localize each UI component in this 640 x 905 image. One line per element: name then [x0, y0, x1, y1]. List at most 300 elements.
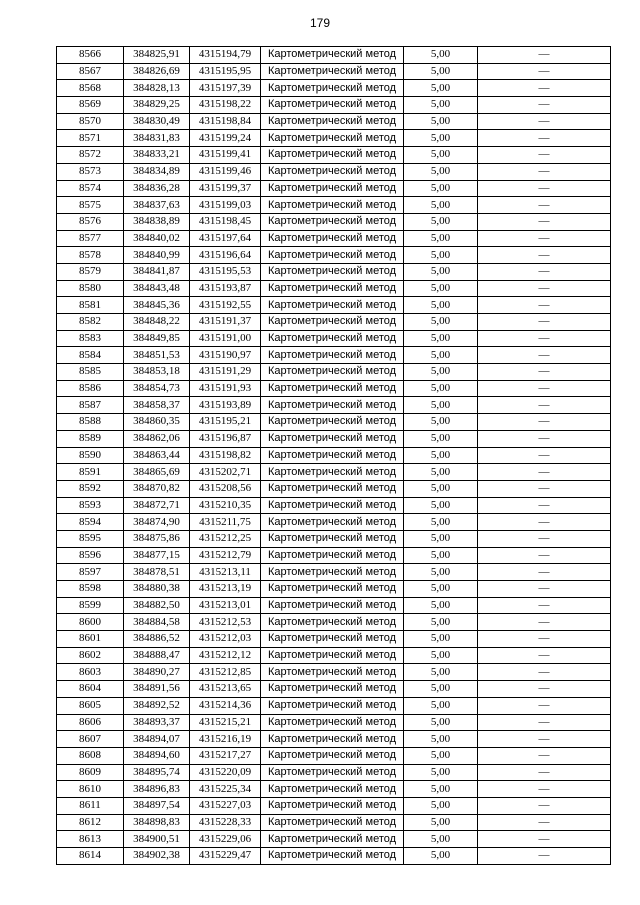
table-row [57, 97, 611, 114]
x-coordinate-cell: 384834,89 [124, 163, 190, 180]
description-cell: — [478, 130, 611, 147]
x-coordinate-cell: 384896,83 [124, 781, 190, 798]
y-coordinate-cell: 4315198,82 [190, 447, 261, 464]
method-cell: Картометрический метод [261, 631, 404, 648]
table-row [57, 364, 611, 381]
method-cell: Картометрический метод [261, 731, 404, 748]
accuracy-cell: 5,00 [404, 631, 478, 648]
y-coordinate-cell: 4315212,25 [190, 530, 261, 547]
x-coordinate-cell: 384897,54 [124, 797, 190, 814]
y-coordinate-cell: 4315212,53 [190, 614, 261, 631]
x-coordinate-cell: 384891,56 [124, 681, 190, 698]
x-coordinate-cell: 384833,21 [124, 147, 190, 164]
x-coordinate-cell: 384829,25 [124, 97, 190, 114]
table-row [57, 581, 611, 598]
description-cell: — [478, 330, 611, 347]
description-cell: — [478, 97, 611, 114]
y-coordinate-cell: 4315196,87 [190, 430, 261, 447]
y-coordinate-cell: 4315211,75 [190, 514, 261, 531]
description-cell: — [478, 80, 611, 97]
table-row [57, 47, 611, 64]
y-coordinate-cell: 4315213,65 [190, 681, 261, 698]
y-coordinate-cell: 4315212,79 [190, 547, 261, 564]
point-number-cell: 8607 [57, 731, 124, 748]
x-coordinate-cell: 384840,02 [124, 230, 190, 247]
point-number-cell: 8594 [57, 514, 124, 531]
x-coordinate-cell: 384886,52 [124, 631, 190, 648]
method-cell: Картометрический метод [261, 664, 404, 681]
description-cell: — [478, 180, 611, 197]
x-coordinate-cell: 384848,22 [124, 314, 190, 331]
description-cell: — [478, 397, 611, 414]
method-cell: Картометрический метод [261, 814, 404, 831]
point-number-cell: 8586 [57, 380, 124, 397]
x-coordinate-cell: 384828,13 [124, 80, 190, 97]
y-coordinate-cell: 4315190,97 [190, 347, 261, 364]
point-number-cell: 8580 [57, 280, 124, 297]
x-coordinate-cell: 384841,87 [124, 263, 190, 280]
description-cell: — [478, 564, 611, 581]
y-coordinate-cell: 4315198,84 [190, 113, 261, 130]
y-coordinate-cell: 4315191,00 [190, 330, 261, 347]
table-row [57, 480, 611, 497]
point-number-cell: 8600 [57, 614, 124, 631]
accuracy-cell: 5,00 [404, 814, 478, 831]
method-cell: Картометрический метод [261, 747, 404, 764]
accuracy-cell: 5,00 [404, 480, 478, 497]
accuracy-cell: 5,00 [404, 280, 478, 297]
table-row [57, 781, 611, 798]
method-cell: Картометрический метод [261, 147, 404, 164]
description-cell: — [478, 347, 611, 364]
accuracy-cell: 5,00 [404, 731, 478, 748]
point-number-cell: 8566 [57, 47, 124, 64]
description-cell: — [478, 547, 611, 564]
method-cell: Картометрический метод [261, 230, 404, 247]
method-cell: Картометрический метод [261, 714, 404, 731]
description-cell: — [478, 380, 611, 397]
description-cell: — [478, 497, 611, 514]
method-cell: Картометрический метод [261, 180, 404, 197]
table-row [57, 180, 611, 197]
description-cell: — [478, 797, 611, 814]
description-cell: — [478, 147, 611, 164]
method-cell: Картометрический метод [261, 297, 404, 314]
description-cell: — [478, 464, 611, 481]
accuracy-cell: 5,00 [404, 364, 478, 381]
table-row [57, 213, 611, 230]
point-number-cell: 8571 [57, 130, 124, 147]
y-coordinate-cell: 4315192,55 [190, 297, 261, 314]
y-coordinate-cell: 4315191,37 [190, 314, 261, 331]
method-cell: Картометрический метод [261, 163, 404, 180]
accuracy-cell: 5,00 [404, 297, 478, 314]
point-number-cell: 8585 [57, 364, 124, 381]
table-row [57, 280, 611, 297]
table-row [57, 697, 611, 714]
table-row [57, 80, 611, 97]
method-cell: Картометрический метод [261, 781, 404, 798]
method-cell: Картометрический метод [261, 464, 404, 481]
point-number-cell: 8577 [57, 230, 124, 247]
point-number-cell: 8591 [57, 464, 124, 481]
y-coordinate-cell: 4315199,03 [190, 197, 261, 214]
point-number-cell: 8573 [57, 163, 124, 180]
point-number-cell: 8570 [57, 113, 124, 130]
point-number-cell: 8593 [57, 497, 124, 514]
x-coordinate-cell: 384851,53 [124, 347, 190, 364]
table-row [57, 831, 611, 848]
accuracy-cell: 5,00 [404, 564, 478, 581]
y-coordinate-cell: 4315220,09 [190, 764, 261, 781]
y-coordinate-cell: 4315215,21 [190, 714, 261, 731]
x-coordinate-cell: 384830,49 [124, 113, 190, 130]
point-number-cell: 8569 [57, 97, 124, 114]
accuracy-cell: 5,00 [404, 163, 478, 180]
point-number-cell: 8592 [57, 480, 124, 497]
accuracy-cell: 5,00 [404, 80, 478, 97]
y-coordinate-cell: 4315212,85 [190, 664, 261, 681]
method-cell: Картометрический метод [261, 514, 404, 531]
y-coordinate-cell: 4315199,41 [190, 147, 261, 164]
x-coordinate-cell: 384826,69 [124, 63, 190, 80]
x-coordinate-cell: 384843,48 [124, 280, 190, 297]
accuracy-cell: 5,00 [404, 113, 478, 130]
accuracy-cell: 5,00 [404, 430, 478, 447]
accuracy-cell: 5,00 [404, 97, 478, 114]
method-cell: Картометрический метод [261, 530, 404, 547]
y-coordinate-cell: 4315197,64 [190, 230, 261, 247]
x-coordinate-cell: 384888,47 [124, 647, 190, 664]
accuracy-cell: 5,00 [404, 681, 478, 698]
description-cell: — [478, 814, 611, 831]
description-cell: — [478, 414, 611, 431]
accuracy-cell: 5,00 [404, 664, 478, 681]
accuracy-cell: 5,00 [404, 581, 478, 598]
accuracy-cell: 5,00 [404, 330, 478, 347]
description-cell: — [478, 714, 611, 731]
y-coordinate-cell: 4315195,21 [190, 414, 261, 431]
x-coordinate-cell: 384882,50 [124, 597, 190, 614]
method-cell: Картометрический метод [261, 414, 404, 431]
method-cell: Картометрический метод [261, 380, 404, 397]
method-cell: Картометрический метод [261, 447, 404, 464]
method-cell: Картометрический метод [261, 480, 404, 497]
point-number-cell: 8590 [57, 447, 124, 464]
x-coordinate-cell: 384900,51 [124, 831, 190, 848]
x-coordinate-cell: 384874,90 [124, 514, 190, 531]
accuracy-cell: 5,00 [404, 63, 478, 80]
method-cell: Картометрический метод [261, 113, 404, 130]
accuracy-cell: 5,00 [404, 147, 478, 164]
accuracy-cell: 5,00 [404, 380, 478, 397]
x-coordinate-cell: 384884,58 [124, 614, 190, 631]
x-coordinate-cell: 384893,37 [124, 714, 190, 731]
point-number-cell: 8602 [57, 647, 124, 664]
point-number-cell: 8572 [57, 147, 124, 164]
point-number-cell: 8610 [57, 781, 124, 798]
table-row [57, 297, 611, 314]
accuracy-cell: 5,00 [404, 197, 478, 214]
y-coordinate-cell: 4315195,95 [190, 63, 261, 80]
y-coordinate-cell: 4315193,87 [190, 280, 261, 297]
x-coordinate-cell: 384878,51 [124, 564, 190, 581]
accuracy-cell: 5,00 [404, 247, 478, 264]
x-coordinate-cell: 384837,63 [124, 197, 190, 214]
point-number-cell: 8606 [57, 714, 124, 731]
y-coordinate-cell: 4315229,47 [190, 848, 261, 865]
y-coordinate-cell: 4315212,03 [190, 631, 261, 648]
y-coordinate-cell: 4315198,45 [190, 213, 261, 230]
x-coordinate-cell: 384840,99 [124, 247, 190, 264]
point-number-cell: 8608 [57, 747, 124, 764]
point-number-cell: 8598 [57, 581, 124, 598]
method-cell: Картометрический метод [261, 597, 404, 614]
y-coordinate-cell: 4315225,34 [190, 781, 261, 798]
point-number-cell: 8613 [57, 831, 124, 848]
x-coordinate-cell: 384880,38 [124, 581, 190, 598]
table-row [57, 747, 611, 764]
method-cell: Картометрический метод [261, 547, 404, 564]
point-number-cell: 8567 [57, 63, 124, 80]
method-cell: Картометрический метод [261, 330, 404, 347]
accuracy-cell: 5,00 [404, 213, 478, 230]
x-coordinate-cell: 384870,82 [124, 480, 190, 497]
accuracy-cell: 5,00 [404, 263, 478, 280]
page-number: 179 [309, 16, 331, 30]
accuracy-cell: 5,00 [404, 397, 478, 414]
point-number-cell: 8609 [57, 764, 124, 781]
method-cell: Картометрический метод [261, 130, 404, 147]
accuracy-cell: 5,00 [404, 180, 478, 197]
description-cell: — [478, 197, 611, 214]
accuracy-cell: 5,00 [404, 714, 478, 731]
table-row [57, 530, 611, 547]
method-cell: Картометрический метод [261, 263, 404, 280]
point-number-cell: 8601 [57, 631, 124, 648]
y-coordinate-cell: 4315214,36 [190, 697, 261, 714]
x-coordinate-cell: 384845,36 [124, 297, 190, 314]
method-cell: Картометрический метод [261, 47, 404, 64]
y-coordinate-cell: 4315199,24 [190, 130, 261, 147]
x-coordinate-cell: 384875,86 [124, 530, 190, 547]
table-row [57, 681, 611, 698]
description-cell: — [478, 664, 611, 681]
method-cell: Картометрический метод [261, 280, 404, 297]
accuracy-cell: 5,00 [404, 547, 478, 564]
table-row [57, 647, 611, 664]
table-row [57, 464, 611, 481]
description-cell: — [478, 230, 611, 247]
point-number-cell: 8582 [57, 314, 124, 331]
method-cell: Картометрический метод [261, 831, 404, 848]
point-number-cell: 8579 [57, 263, 124, 280]
description-cell: — [478, 263, 611, 280]
method-cell: Картометрический метод [261, 213, 404, 230]
point-number-cell: 8568 [57, 80, 124, 97]
table-row [57, 597, 611, 614]
point-number-cell: 8578 [57, 247, 124, 264]
point-number-cell: 8575 [57, 197, 124, 214]
table-row [57, 764, 611, 781]
table-row [57, 330, 611, 347]
accuracy-cell: 5,00 [404, 614, 478, 631]
method-cell: Картометрический метод [261, 430, 404, 447]
accuracy-cell: 5,00 [404, 230, 478, 247]
x-coordinate-cell: 384902,38 [124, 848, 190, 865]
method-cell: Картометрический метод [261, 564, 404, 581]
table-row [57, 664, 611, 681]
method-cell: Картометрический метод [261, 647, 404, 664]
method-cell: Картометрический метод [261, 314, 404, 331]
description-cell: — [478, 430, 611, 447]
x-coordinate-cell: 384831,83 [124, 130, 190, 147]
table-row [57, 631, 611, 648]
description-cell: — [478, 480, 611, 497]
point-number-cell: 8589 [57, 430, 124, 447]
y-coordinate-cell: 4315196,64 [190, 247, 261, 264]
x-coordinate-cell: 384860,35 [124, 414, 190, 431]
method-cell: Картометрический метод [261, 247, 404, 264]
y-coordinate-cell: 4315193,89 [190, 397, 261, 414]
description-cell: — [478, 47, 611, 64]
method-cell: Картометрический метод [261, 497, 404, 514]
x-coordinate-cell: 384854,73 [124, 380, 190, 397]
x-coordinate-cell: 384894,60 [124, 747, 190, 764]
x-coordinate-cell: 384877,15 [124, 547, 190, 564]
table-row [57, 197, 611, 214]
point-number-cell: 8587 [57, 397, 124, 414]
accuracy-cell: 5,00 [404, 530, 478, 547]
coordinates-table [56, 46, 611, 865]
accuracy-cell: 5,00 [404, 781, 478, 798]
point-number-cell: 8574 [57, 180, 124, 197]
description-cell: — [478, 631, 611, 648]
description-cell: — [478, 764, 611, 781]
x-coordinate-cell: 384894,07 [124, 731, 190, 748]
accuracy-cell: 5,00 [404, 130, 478, 147]
table-row [57, 797, 611, 814]
table-row [57, 113, 611, 130]
description-cell: — [478, 747, 611, 764]
x-coordinate-cell: 384898,83 [124, 814, 190, 831]
y-coordinate-cell: 4315227,03 [190, 797, 261, 814]
method-cell: Картометрический метод [261, 80, 404, 97]
table-row [57, 263, 611, 280]
table-row [57, 848, 611, 865]
description-cell: — [478, 697, 611, 714]
method-cell: Картометрический метод [261, 797, 404, 814]
accuracy-cell: 5,00 [404, 697, 478, 714]
accuracy-cell: 5,00 [404, 764, 478, 781]
description-cell: — [478, 530, 611, 547]
method-cell: Картометрический метод [261, 681, 404, 698]
x-coordinate-cell: 384865,69 [124, 464, 190, 481]
y-coordinate-cell: 4315202,71 [190, 464, 261, 481]
table-row [57, 314, 611, 331]
point-number-cell: 8605 [57, 697, 124, 714]
description-cell: — [478, 581, 611, 598]
description-cell: — [478, 297, 611, 314]
table-row [57, 430, 611, 447]
accuracy-cell: 5,00 [404, 747, 478, 764]
y-coordinate-cell: 4315198,22 [190, 97, 261, 114]
method-cell: Картометрический метод [261, 364, 404, 381]
method-cell: Картометрический метод [261, 614, 404, 631]
y-coordinate-cell: 4315212,12 [190, 647, 261, 664]
y-coordinate-cell: 4315213,01 [190, 597, 261, 614]
y-coordinate-cell: 4315191,93 [190, 380, 261, 397]
x-coordinate-cell: 384872,71 [124, 497, 190, 514]
table-row [57, 130, 611, 147]
table-row [57, 547, 611, 564]
accuracy-cell: 5,00 [404, 347, 478, 364]
point-number-cell: 8584 [57, 347, 124, 364]
x-coordinate-cell: 384895,74 [124, 764, 190, 781]
y-coordinate-cell: 4315229,06 [190, 831, 261, 848]
accuracy-cell: 5,00 [404, 314, 478, 331]
point-number-cell: 8595 [57, 530, 124, 547]
method-cell: Картометрический метод [261, 581, 404, 598]
description-cell: — [478, 647, 611, 664]
table-row [57, 814, 611, 831]
coordinates-table-body [57, 47, 611, 865]
y-coordinate-cell: 4315208,56 [190, 480, 261, 497]
x-coordinate-cell: 384892,52 [124, 697, 190, 714]
table-row [57, 347, 611, 364]
accuracy-cell: 5,00 [404, 447, 478, 464]
accuracy-cell: 5,00 [404, 464, 478, 481]
x-coordinate-cell: 384825,91 [124, 47, 190, 64]
table-row [57, 447, 611, 464]
x-coordinate-cell: 384836,28 [124, 180, 190, 197]
accuracy-cell: 5,00 [404, 47, 478, 64]
method-cell: Картометрический метод [261, 848, 404, 865]
y-coordinate-cell: 4315210,35 [190, 497, 261, 514]
description-cell: — [478, 280, 611, 297]
y-coordinate-cell: 4315191,29 [190, 364, 261, 381]
point-number-cell: 8599 [57, 597, 124, 614]
table-row [57, 414, 611, 431]
y-coordinate-cell: 4315194,79 [190, 47, 261, 64]
y-coordinate-cell: 4315213,11 [190, 564, 261, 581]
method-cell: Картометрический метод [261, 197, 404, 214]
description-cell: — [478, 848, 611, 865]
x-coordinate-cell: 384890,27 [124, 664, 190, 681]
y-coordinate-cell: 4315199,37 [190, 180, 261, 197]
description-cell: — [478, 364, 611, 381]
description-cell: — [478, 681, 611, 698]
description-cell: — [478, 597, 611, 614]
x-coordinate-cell: 384838,89 [124, 213, 190, 230]
point-number-cell: 8597 [57, 564, 124, 581]
table-row [57, 497, 611, 514]
point-number-cell: 8604 [57, 681, 124, 698]
table-row [57, 247, 611, 264]
method-cell: Картометрический метод [261, 764, 404, 781]
description-cell: — [478, 113, 611, 130]
y-coordinate-cell: 4315197,39 [190, 80, 261, 97]
y-coordinate-cell: 4315228,33 [190, 814, 261, 831]
x-coordinate-cell: 384862,06 [124, 430, 190, 447]
y-coordinate-cell: 4315217,27 [190, 747, 261, 764]
point-number-cell: 8603 [57, 664, 124, 681]
point-number-cell: 8581 [57, 297, 124, 314]
accuracy-cell: 5,00 [404, 514, 478, 531]
accuracy-cell: 5,00 [404, 497, 478, 514]
description-cell: — [478, 614, 611, 631]
point-number-cell: 8611 [57, 797, 124, 814]
